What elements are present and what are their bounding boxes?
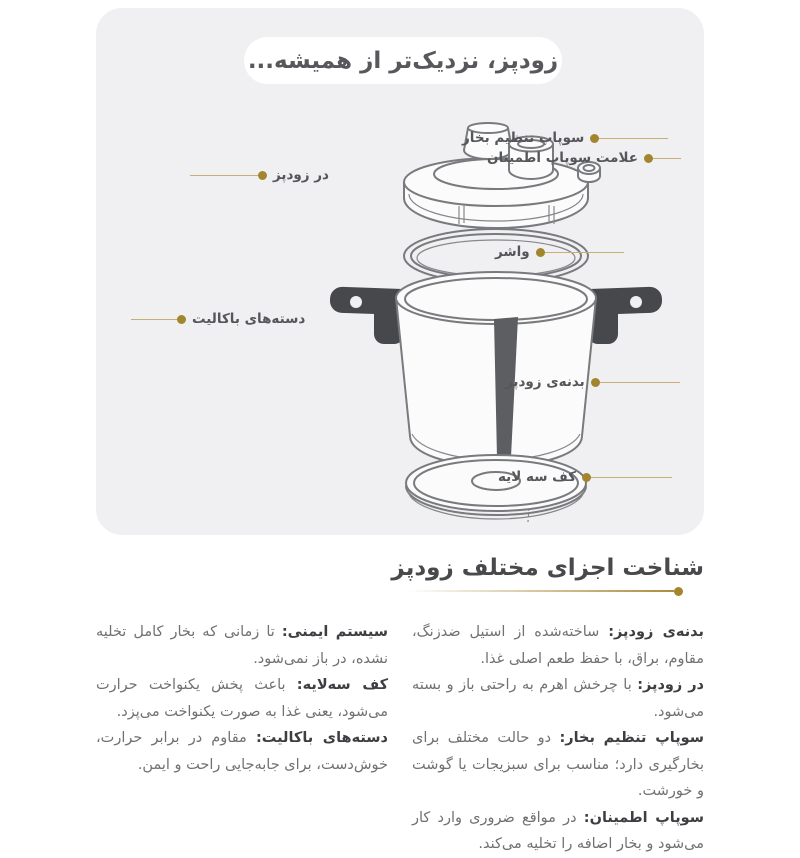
diagram-panel bbox=[96, 8, 704, 535]
label-steam-regulator-valve: سوپاپ تنظیم بخار bbox=[462, 128, 668, 148]
leader-line bbox=[599, 138, 668, 139]
pot-body bbox=[396, 272, 596, 466]
label-gasket: واشر bbox=[495, 242, 624, 262]
section-heading: شناخت اجزای مختلف زودپز bbox=[391, 555, 704, 581]
leader-dot bbox=[591, 378, 600, 387]
leader-dot bbox=[536, 248, 545, 257]
leader-dot bbox=[644, 154, 653, 163]
pressure-cooker-exploded-diagram bbox=[346, 116, 682, 526]
info-section bbox=[96, 553, 704, 858]
leader-dot bbox=[177, 315, 186, 324]
label-pot-body: بدنه‌ی زودپز bbox=[505, 372, 680, 392]
leader-line bbox=[545, 252, 624, 253]
leader-dot bbox=[590, 134, 599, 143]
desc-safety-valve: سوپاپ اطمینان: در مواقع ضروری وارد کار می‌شود و بخار اضافه را تخلیه می‌کند. bbox=[412, 809, 705, 852]
heading-rule bbox=[96, 587, 704, 597]
label-three-layer-base: کف سه لایه bbox=[498, 467, 672, 487]
leader-dot bbox=[582, 473, 591, 482]
desc-steam-regulator-valve: سوپاپ تنظیم بخار: دو حالت مختلف برای بخارگیری دارد؛ مناسب برای سبزیجات یا گوشت و خورشت. bbox=[412, 730, 705, 799]
desc-lid: در زودپز: با چرخش اهرم به راحتی باز و بسته می‌شود. bbox=[412, 677, 704, 720]
rule-dot bbox=[674, 587, 683, 596]
leader-line bbox=[653, 158, 681, 159]
rule-line bbox=[406, 590, 674, 592]
label-lid: در زودپز bbox=[190, 165, 329, 185]
hero-title bbox=[244, 37, 562, 84]
label-safety-valve-mark: علامت سوپاپ اطمینان bbox=[487, 148, 681, 168]
column-left bbox=[96, 619, 388, 858]
desc-safety-system: سیستم ایمنی: تا زمانی که بخار کامل تخلیه نشده، در باز نمی‌شود. bbox=[96, 624, 389, 667]
column-right bbox=[412, 619, 704, 858]
description-columns bbox=[96, 619, 704, 858]
desc-bakelite-handles: دسته‌های باکالیت: مقاوم در برابر حرارت، خوش‌دست، برای جابه‌جایی راحت و ایمن. bbox=[96, 730, 388, 773]
leader-dot bbox=[258, 171, 267, 180]
leader-line bbox=[600, 382, 680, 383]
base-disc bbox=[406, 455, 586, 522]
leader-line bbox=[190, 175, 258, 176]
desc-pot-body: بدنه‌ی زودپز: ساخته‌شده از استیل ضدزنگ، مقاوم، براق، با حفظ طعم اصلی غذا. bbox=[412, 624, 704, 667]
desc-three-layer-base: کف سه‌لایه: باعث پخش یکنواخت حرارت می‌شود، یعنی غذا به صورت یکنواخت می‌پزد. bbox=[96, 677, 389, 720]
hero-title-text: زودپز، نزدیک‌تر از همیشه... bbox=[247, 47, 559, 74]
label-bakelite-handles: دسته‌های باکالیت bbox=[131, 309, 305, 329]
leader-line bbox=[131, 319, 177, 320]
leader-line bbox=[591, 477, 672, 478]
